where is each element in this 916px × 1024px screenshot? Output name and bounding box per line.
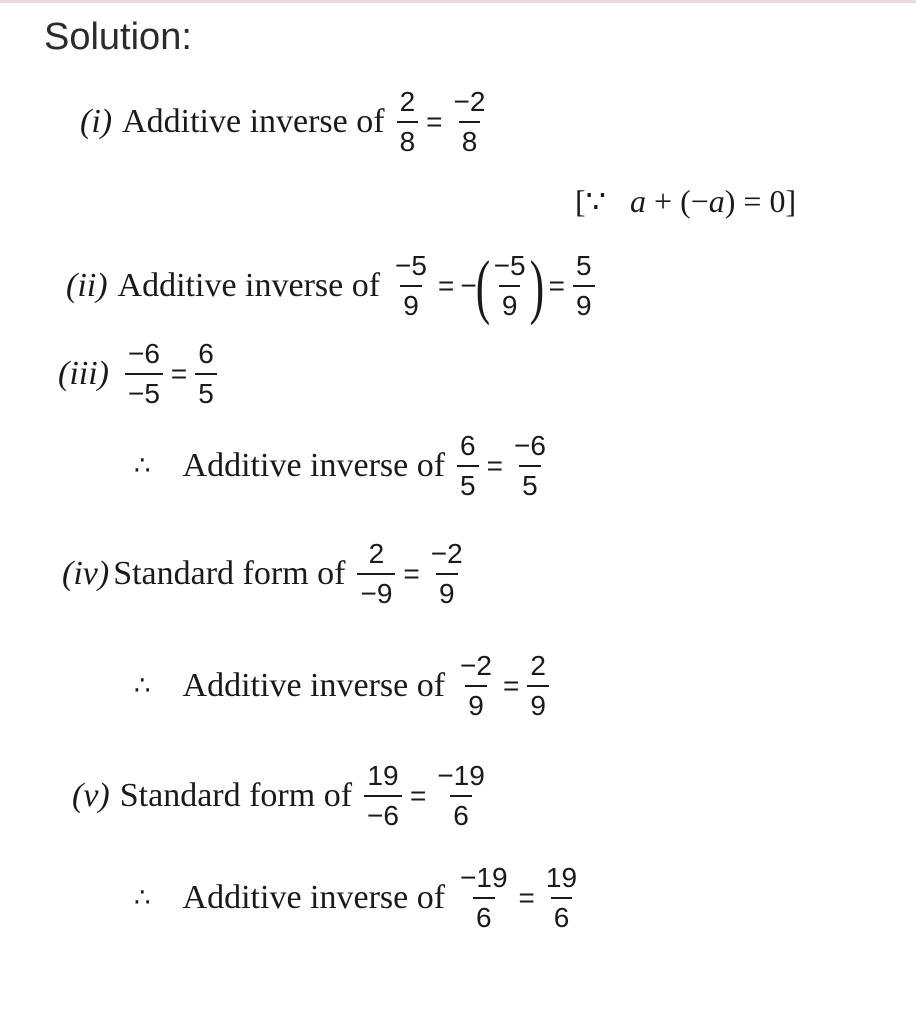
equals-sign: = — [409, 780, 427, 811]
fraction: $\frac{-2}{9}$ — [460, 650, 492, 721]
fraction: $\frac{5}{9}$ — [573, 252, 595, 320]
step-label: (ii) — [66, 267, 108, 304]
step-iv — [62, 540, 468, 608]
equals-sign: = — [502, 670, 520, 701]
fraction: $\frac{-6}{-5}$ — [125, 340, 163, 408]
step-i — [80, 88, 490, 156]
equals-sign: = — [170, 358, 188, 389]
fraction: $\frac{19}{6}$ — [545, 862, 578, 933]
step-text: Additive inverse of — [117, 267, 381, 304]
fraction: $\frac{2}{9}$ — [527, 652, 549, 720]
therefore-symbol: ∴ — [134, 883, 151, 913]
top-border — [0, 0, 916, 3]
step-label: (iv) — [62, 555, 110, 592]
fraction: $\frac{19}{-6}$ — [364, 762, 402, 830]
fraction: $\frac{-19}{6}$ — [437, 760, 485, 831]
step-text: Standard form of — [119, 777, 353, 814]
step-text: Additive inverse of — [182, 879, 446, 916]
fraction: $\frac{2}{-9}$ — [357, 540, 395, 608]
fraction: $\frac{2}{8}$ — [397, 88, 419, 156]
step-text: Additive inverse of — [182, 667, 446, 704]
fraction: $\frac{-2}{9}$ — [430, 538, 463, 609]
fraction: $\frac{-5}{9}$ — [395, 250, 427, 321]
fraction: $\frac{-5}{9}$ — [493, 250, 526, 321]
left-paren: ( — [475, 246, 490, 326]
step-text: Additive inverse of — [122, 103, 385, 140]
solution-heading: Solution: — [44, 16, 192, 58]
therefore-symbol: ∴ — [134, 671, 151, 701]
step-ii — [66, 246, 597, 326]
fraction: $\frac{6}{5}$ — [195, 340, 217, 408]
therefore-symbol: ∴ — [134, 451, 151, 481]
equals-sign: = — [437, 270, 455, 301]
step-text: Additive inverse of — [182, 447, 446, 484]
equals-sign: = — [426, 106, 443, 137]
equals-sign: = — [518, 882, 535, 913]
equals-sign: = — [548, 270, 565, 301]
fraction: $\frac{-19}{6}$ — [460, 862, 508, 933]
minus-sign: − — [460, 270, 477, 301]
step-v — [72, 762, 490, 830]
reason-note: [∵ a + (−a) = 0] — [575, 183, 797, 219]
fraction: $\frac{-2}{8}$ — [453, 86, 486, 157]
step-label: (v) — [72, 777, 110, 814]
equals-sign: = — [486, 450, 503, 481]
right-paren: ) — [529, 246, 544, 326]
fraction: $\frac{6}{5}$ — [457, 432, 479, 500]
fraction: $\frac{-6}{5}$ — [513, 430, 546, 501]
equals-sign: = — [403, 558, 420, 589]
step-text: Standard form of — [113, 555, 346, 592]
step-iv-conclusion — [134, 652, 551, 720]
step-iii-conclusion — [134, 432, 551, 500]
step-label: (i) — [80, 103, 113, 140]
step-label: (iii) — [58, 355, 109, 392]
step-v-conclusion — [134, 864, 582, 932]
step-iii — [58, 340, 219, 408]
